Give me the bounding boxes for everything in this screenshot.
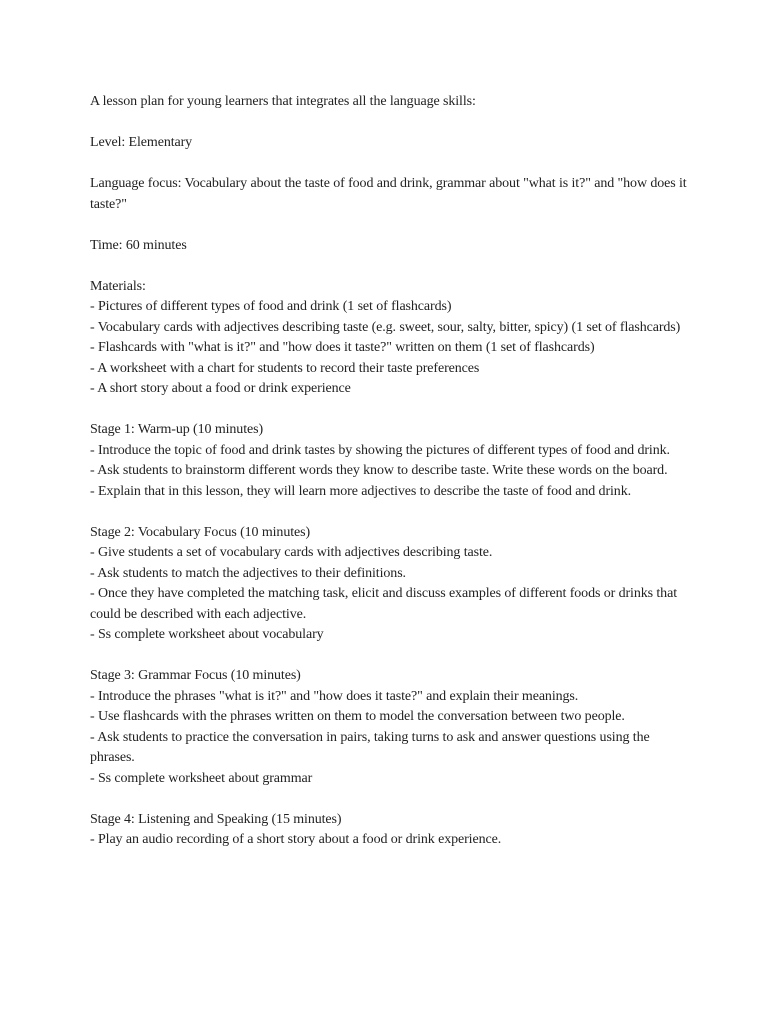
level-text: Level: Elementary: [90, 135, 193, 150]
materials-item: - Flashcards with "what is it?" and "how does it taste?" written on them (1 set of flashcards): [90, 340, 595, 355]
materials-item: - Pictures of different types of food and drink (1 set of flashcards): [90, 299, 452, 314]
document-page: [90, 92, 690, 871]
stage3-item: - Ask students to practice the conversation in pairs, taking turns to ask and answer questions using the phrases.: [90, 729, 654, 765]
stage2-item: - Once they have completed the matching task, elicit and discuss examples of different foods or drinks that could be described with each adjective.: [90, 586, 681, 622]
stage3-item: - Ss complete worksheet about grammar: [90, 770, 313, 786]
materials-item: - A short story about a food or drink experience: [90, 381, 351, 396]
materials-item: - A worksheet with a chart for students to record their taste preferences: [90, 360, 480, 376]
stage1-item: - Ask students to brainstorm different words they know to describe taste. Write these words on the board.: [90, 463, 668, 478]
stage1-item: - Explain that in this lesson, they will learn more adjectives to describe the taste of food and drink.: [90, 483, 631, 499]
stage3-item: - Use flashcards with the phrases written on them to model the conversation between two people.: [90, 709, 625, 724]
stage2-section: [90, 523, 690, 646]
language-focus-text: Language focus: Vocabulary about the taste of food and drink, grammar about "what is it?" and "how does it taste?": [90, 176, 687, 212]
materials-heading: Materials:: [90, 278, 146, 294]
stage4-heading: Stage 4: Listening and Speaking (15 minutes): [90, 811, 342, 827]
stage4-item: - Play an audio recording of a short story about a food or drink experience.: [90, 832, 502, 847]
stage3-section: [90, 666, 690, 789]
materials-item: - Vocabulary cards with adjectives describing taste (e.g. sweet, sour, salty, bitter, spicy) (1 set of flashcards): [90, 319, 681, 335]
stage2-item: - Ss complete worksheet about vocabulary: [90, 627, 324, 642]
stage2-item: - Give students a set of vocabulary cards with adjectives describing taste.: [90, 545, 493, 560]
stage2-item: - Ask students to match the adjectives to their definitions.: [90, 565, 406, 581]
stage3-item: - Introduce the phrases "what is it?" and "how does it taste?" and explain their meanings.: [90, 688, 579, 704]
stage2-heading: Stage 2: Vocabulary Focus (10 minutes): [90, 524, 311, 540]
stage3-heading: Stage 3: Grammar Focus (10 minutes): [90, 668, 301, 683]
stage1-item: - Introduce the topic of food and drink tastes by showing the pictures of different types of food and drink.: [90, 442, 670, 458]
stage4-section: [90, 810, 690, 851]
stage1-section: [90, 420, 690, 502]
intro-text: A lesson plan for young learners that integrates all the language skills:: [90, 94, 476, 109]
time-text: Time: 60 minutes: [90, 237, 187, 253]
stage1-heading: Stage 1: Warm-up (10 minutes): [90, 422, 264, 437]
materials-section: [90, 277, 690, 400]
